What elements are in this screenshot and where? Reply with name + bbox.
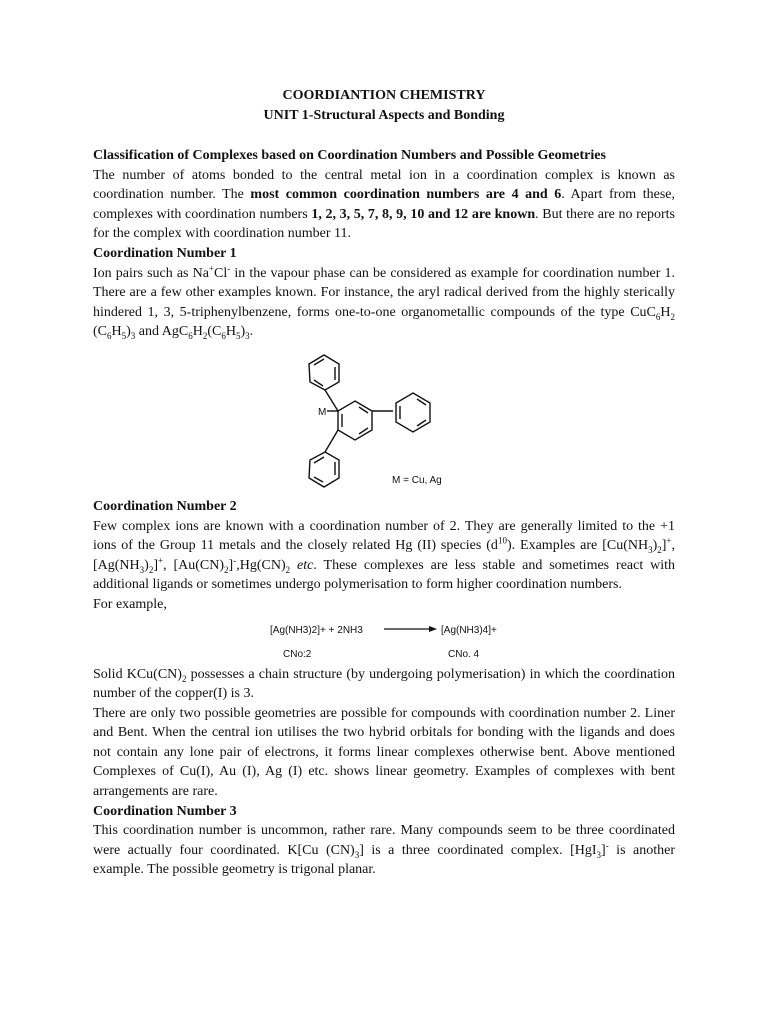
- rxn-cno-left: CNo:2: [283, 648, 312, 660]
- reaction-scheme: [93, 615, 675, 665]
- rxn-cno-right: CNo. 4: [448, 648, 480, 660]
- cn2-heading: Coordination Number 2: [93, 498, 237, 514]
- for-example-text: For example,: [93, 596, 167, 612]
- doc-unit-title: UNIT 1-Structural Aspects and Bonding: [263, 108, 505, 123]
- cn2-paragraph: Few complex ions are known with a coordination number of 2. They are generally limited to the +1 ions of the Group 11 metals and the closely related Hg (II) species $(d^{10})$. Examples are $[Cu(NH_3)_2]^+,[Ag(NH_3)_2]^+$, $[Au(CN)_2]^-,Hg(CN)_2$ etc. These complexes are less stable and sometimes react with additional ligands or sometimes undergo polymerisation to form higher coordination numbers.: [93, 518, 676, 593]
- document-page: [93, 86, 675, 880]
- kcucn2-paragraph: Solid $KCu(CN)_2$ possesses a chain structure (by undergoing polymerisation) in which the coordination number of the copper(I) is 3.: [93, 666, 675, 702]
- fig-caption: M = Cu, Ag: [392, 474, 442, 486]
- geometry-paragraph: There are only two possible geometries are possible for compounds with coordination number 2. Liner and Bent. When the central ion utilises the two hybrid orbitals for bonding with the ligands and does not contain any lone pair of electrons, it forms linear complexes otherwise bent. Above mentioned Complexes of Cu(I), Au (I), Ag (I) etc. shows linear geometry. Examples of complexes with bent arrangements are rare.: [93, 705, 675, 800]
- cn3-heading: Coordination Number 3: [93, 803, 237, 819]
- triphenylbenzene-structure: [93, 342, 675, 497]
- cn1-paragraph: Ion pairs such as Na+Cl- in the vapour phase can be considered as example for coordination number 1. There are a few other examples known. For instance, the aryl radical derived from the highly sterically hindered 1, 3, 5-triphenylbenzene, forms one-to-one organometallic compounds of the type $CuC_6H_2$ $(C_6H_5)_3$ and $AgC_6H_2(C_6H_5)_3$.: [93, 262, 675, 342]
- rxn-left: [Ag(NH3)2]+ + 2NH3: [270, 624, 363, 636]
- rxn-right: [Ag(NH3)4]+: [441, 624, 497, 636]
- intro-paragraph: The number of atoms bonded to the central metal ion in a coordination complex is known as coordination number. The most common coordination numbers are 4 and 6. Apart from these, complexes with coordination numbers 1, 2, 3, 5, 7, 8, 9, 10 and 12 are known. But there are no reports for the complex with coordination number 11.: [93, 167, 676, 242]
- cn3-paragraph: This coordination number is uncommon, rather rare. Many compounds seem to be three coordinated were actually four coordinated. K[Cu $(CN)_3$] is a three coordinated complex. [HgI$_3$]- is another example. The possible geometry is trigonal planar.: [93, 823, 675, 878]
- reaction-figure: [93, 615, 675, 665]
- triphenylbenzene-figure: [93, 342, 675, 497]
- section-heading: Classification of Complexes based on Coordination Numbers and Possible Geometries: [93, 148, 606, 163]
- doc-title: COORDIANTION CHEMISTRY: [282, 88, 486, 103]
- fig-m-label: M: [318, 406, 327, 418]
- cn1-heading: Coordination Number 1: [93, 245, 237, 261]
